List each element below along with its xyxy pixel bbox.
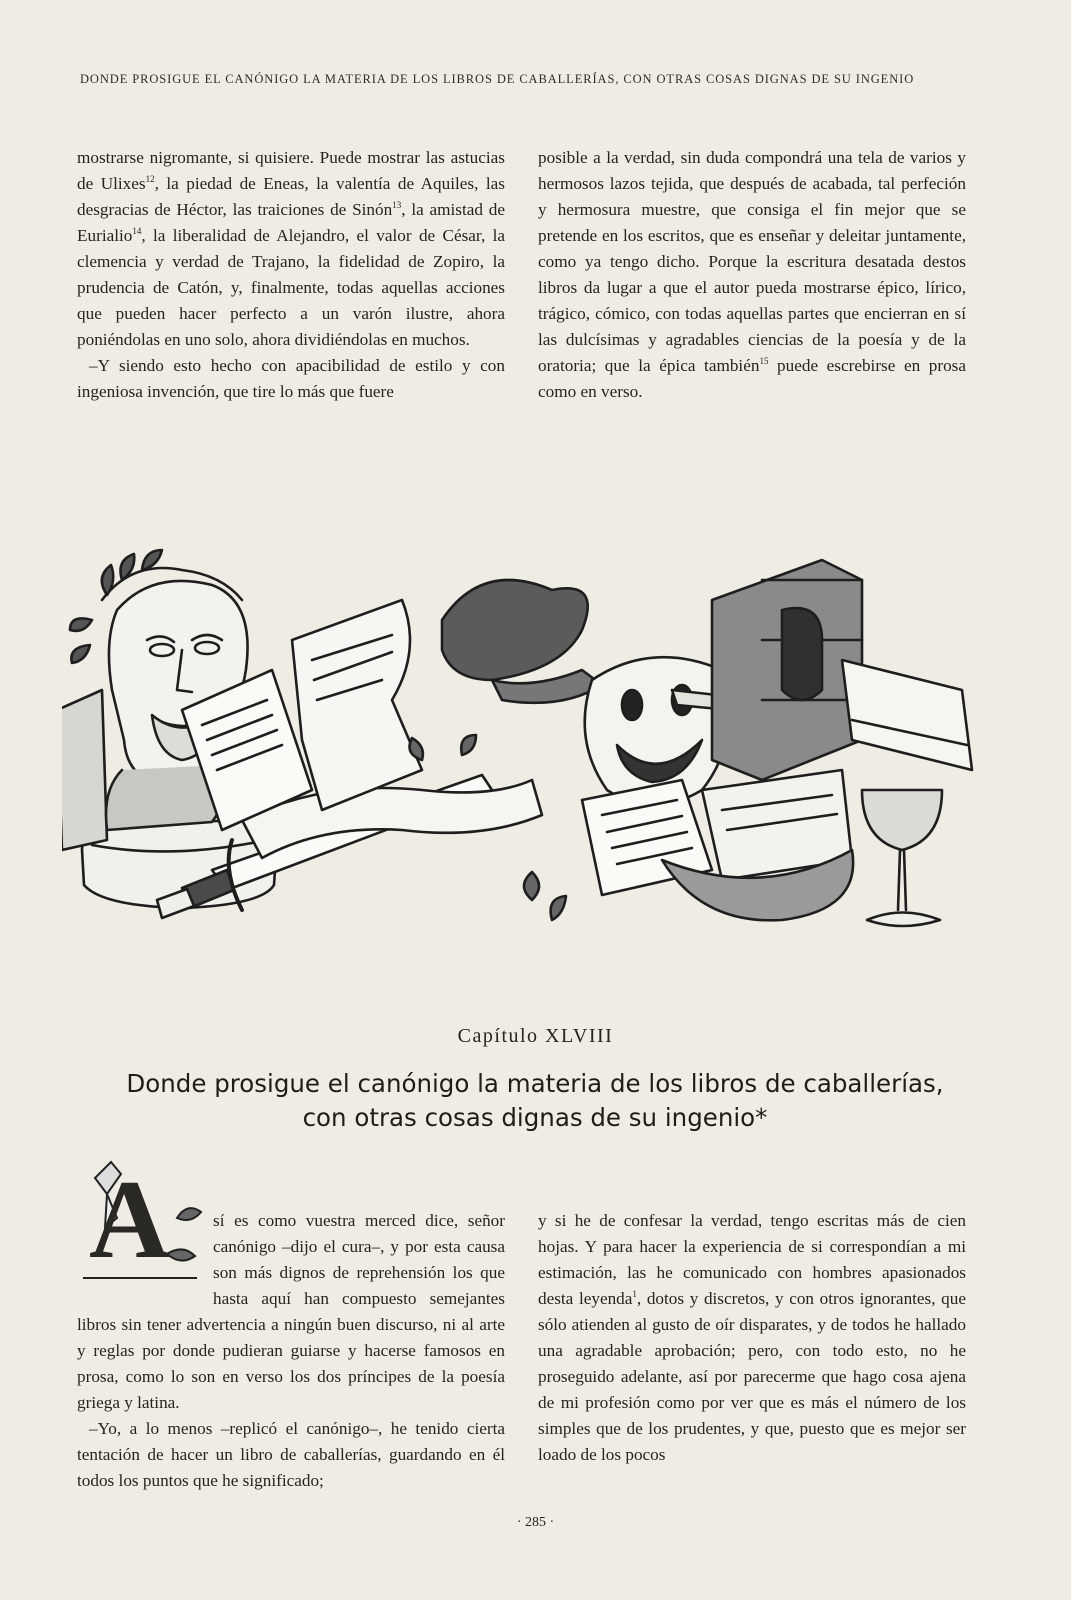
open-book (292, 600, 422, 810)
goblet (862, 790, 942, 850)
text-run: , la amistad de Eurialio (77, 200, 505, 245)
still-life-illustration (62, 540, 1022, 980)
closed-book (842, 660, 972, 770)
text-run: , dotos y discretos, y con otros ignorantes, que sólo atienden al gusto de oír disparates, y de todos he hallado una agradable aprobación; pero, con todo esto, no he proseguido adelante, así por parecerme que hago cosa ajena de mi profesión como por ver que es más el número de los simples que de los prudentes, y que, puesto que es mejor ser loado de los pocos (538, 1289, 966, 1464)
text-column-top-right (538, 145, 966, 405)
text-run: puede escrebirse en prosa como en verso. (538, 356, 967, 401)
paragraph: –Y siendo esto hecho con apacibilidad de estilo y con ingeniosa invención, que tire lo más que fuere (77, 356, 505, 401)
footnote-ref[interactable]: 1 (632, 1289, 637, 1299)
footnote-ref[interactable]: 15 (759, 356, 769, 366)
text-run: posible a la verdad, sin duda compondrá una tela de varios y hermosos lazos tejida, que después de acabada, tal perfeción y hermosura muestre, que consiga el fin mejor que se pretende en los escritos, que es enseñar y deleitar juntamente, como ya tengo dicho. Porque la escritura desatada destos libros da lugar a que el autor pueda mostrarse épico, lírico, trágico, cómico, con todas aquellas partes que encierran en sí las dulcísimas y agradables ciencias de la poesía y de la oratoria; que la épica también (538, 148, 966, 375)
chapter-title-line: Donde prosigue el canónigo la materia de los libros de caballerías, (126, 1069, 944, 1098)
drop-cap (77, 1158, 207, 1290)
paragraph: –Yo, a lo menos –replicó el canónigo–, he tenido cierta tentación de hacer un libro de caballerías, guardando en él todos los puntos que he significado; (77, 1419, 505, 1490)
chapter-label: Capítulo XLVIII (457, 1025, 614, 1047)
feathered-hat (442, 580, 588, 680)
text-run: , la piedad de Eneas, la valentía de Aquiles, las desgracias de Héctor, las traiciones de Sinón (77, 174, 505, 219)
footnote-ref[interactable]: 14 (132, 226, 142, 236)
chapter-title (60, 1067, 1010, 1135)
footnote-ref[interactable]: 12 (145, 174, 155, 184)
text-column-top-left (77, 145, 505, 405)
text-run: mostrarse nigromante, si quisiere. Puede mostrar las astucias de Ulixes (77, 148, 505, 193)
column (62, 690, 107, 850)
running-head: DONDE PROSIGUE EL CANÓNIGO LA MATERIA DE LOS LIBROS DE CABALLERÍAS, CON OTRAS COSAS DIGNAS DE SU INGENIO (80, 72, 915, 86)
paragraph (77, 145, 505, 353)
paragraph (538, 1208, 966, 1468)
text-run: , la liberalidad de Alejandro, el valor de César, la clemencia y verdad de Trajano, la fidelidad de Zopiro, la prudencia de Catón, y, finalmente, todas aquellas acciones que pueden hacer perfecto a un varón ilustre, ahora poniéndolas en uno solo, ahora dividiéndolas en muchos. (77, 226, 505, 349)
text-column-bottom-left (77, 1158, 505, 1494)
paragraph: sí es como vuestra merced dice, señor canónigo –dijo el cura–, y por esta causa son más dignos de reprehensión los que hasta aquí han compuesto semejantes libros sin tener advertencia a ningún buen discurso, ni al arte y reglas por donde pudieran guiarse y hacerse famosos en prosa, como lo son en verso los dos príncipes de la poesía griega y latina. (77, 1211, 505, 1412)
page-number: · 285 · (516, 1515, 555, 1530)
chapter-title-line: con otras cosas dignas de su ingenio* (302, 1103, 768, 1132)
drop-cap-letter: A (89, 1158, 170, 1282)
text-run: y si he de confesar la verdad, tengo escritas más de cien hojas. Y para hacer la experiencia de si correspondían a mi estimación, las he comunicado con hombres apasionados desta leyenda (538, 1211, 966, 1308)
text-column-bottom-right (538, 1208, 966, 1468)
footnote-ref[interactable]: 13 (392, 200, 402, 210)
paragraph (538, 145, 966, 405)
